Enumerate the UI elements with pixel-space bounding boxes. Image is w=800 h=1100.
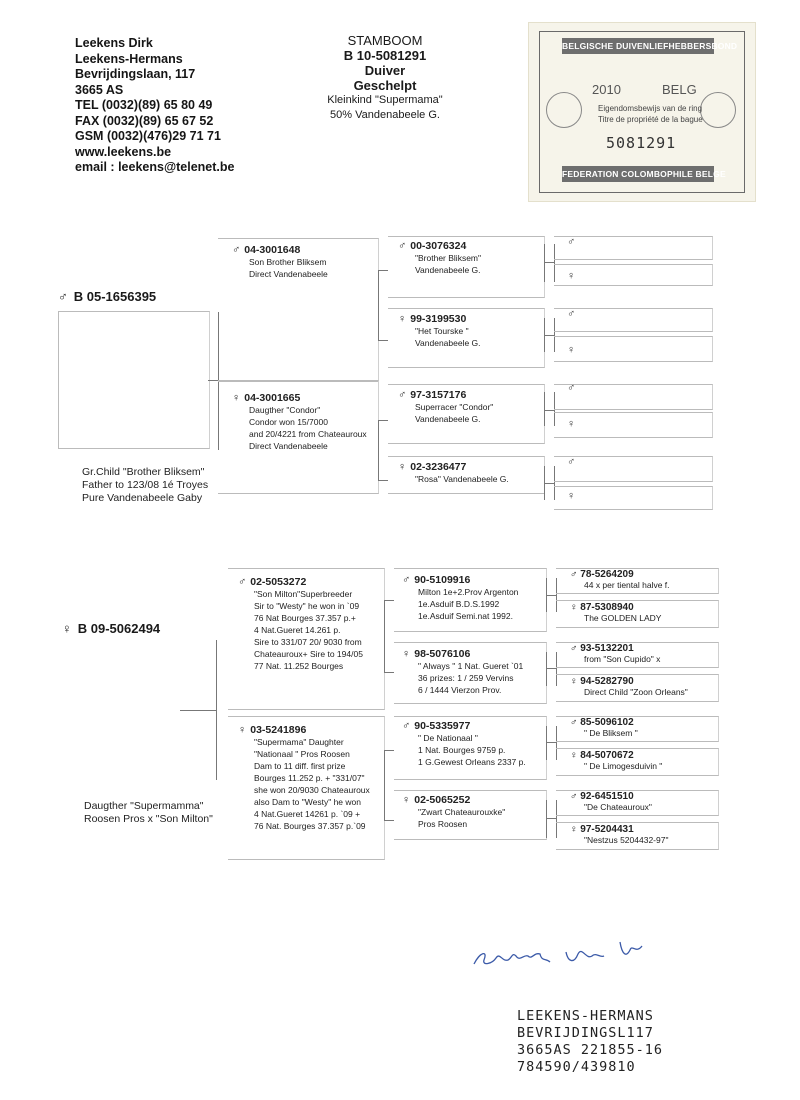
connector-line — [544, 410, 554, 411]
connector-line — [378, 420, 379, 480]
female-icon: ♀ — [238, 724, 247, 736]
certificate-bottom-band: FEDERATION COLOMBOPHILE BELGE — [562, 166, 714, 182]
mother-ring: ♀ B 09-5062494 — [62, 621, 161, 636]
connector-line — [384, 750, 385, 820]
connector-line — [546, 595, 556, 596]
connector-line — [378, 340, 388, 341]
owner-tel: TEL (0032)(89) 65 80 49 — [75, 98, 213, 112]
connector-line — [544, 244, 545, 282]
female-icon: ♀ — [570, 750, 578, 761]
ancestor-fmf: ♂ 97-3157176 Superracer "Condor" Vandenabeele G. — [398, 389, 494, 424]
female-icon: ♀ — [570, 676, 578, 687]
ancestor-g4-6: ♀ 84-5070672 " De Limogesduivin " — [570, 750, 663, 771]
father-description: Gr.Child "Brother Bliksem" Father to 123/08 1é Troyes Pure Vandenabeele Gaby — [82, 466, 209, 504]
certificate-frame — [539, 31, 745, 193]
connector-line — [544, 335, 554, 336]
ancestor-mf: ♂ 02-5053272 "Son Milton"Superbreeder Sir to "Westy" he won in `09 76 Nat Bourges 37.357 p.+ 4 Nat.Gueret 14.261 p. Sire to 331/07 20/ 9030 from Chateauroux+ Sire to 194/05 77 Nat. 11.252 Bourges — [238, 576, 363, 671]
ancestor-g4-8: ♀ 97-5204431 "Nestzus 5204432-97" — [570, 824, 669, 845]
male-icon: ♂ — [570, 717, 578, 728]
connector-line — [546, 818, 556, 819]
ring-certificate — [528, 22, 756, 202]
title-heading: STAMBOOM — [347, 33, 423, 48]
ancestor-g4-3: ♂ 93-5132201 from "Son Cupido" x — [570, 643, 661, 664]
ancestor-ffm: ♀ 99-3199530 "Het Tourske " Vandenabeele G. — [398, 313, 481, 348]
pedigree-box-g4 — [554, 308, 713, 332]
female-icon: ♀ — [398, 461, 407, 473]
pedigree-title — [300, 33, 470, 123]
pedigree-box-g4 — [554, 456, 713, 482]
connector-line — [378, 480, 388, 481]
certificate-line2: Titre de propriété de la bague — [598, 115, 703, 124]
title-ring: B 10-5081291 — [343, 48, 427, 63]
female-icon: ♀ — [398, 313, 407, 325]
pedigree-box-g4 — [554, 236, 713, 260]
owner-fax: FAX (0032)(89) 65 67 52 — [75, 113, 214, 128]
connector-line — [180, 710, 216, 711]
male-icon: ♂ — [232, 244, 241, 256]
connector-line — [544, 262, 554, 263]
ancestor-g4-4: ♀ 94-5282790 Direct Child "Zoon Orleans" — [570, 676, 688, 697]
certificate-country: BELG — [662, 82, 697, 97]
male-icon: ♂ — [402, 720, 411, 732]
title-line1: Kleinkind "Supermama" — [327, 94, 443, 106]
ancestor-g4-5: ♂ 85-5096102 " De Bliksem " — [570, 717, 638, 738]
ancestor-mm: ♀ 03-5241896 "Supermama" Daughter "Nationaal " Pros Roosen Dam to 11 diff. first prize Bourges 11.252 p. + "331/07" she won 20/9030 Chateauroux also Dam to "Westy" he won 4 Nat.Gueret 14261 p. `09 + 76 Nat. Bourges 37.357 p.`09 — [238, 724, 370, 831]
ancestor-mmf: ♂ 90-5335977 " De Nationaal " 1 Nat. Bourges 9759 p. 1 G.Gewest Orleans 2337 p. — [402, 720, 526, 767]
mother-description: Daugther "Supermamma" Roosen Pros x "Son Milton" — [84, 800, 213, 825]
pedigree-box-g4 — [554, 384, 713, 410]
male-icon: ♂ — [398, 240, 407, 252]
ancestor-g4-7: ♂ 92-6451510 "De Chateauroux" — [570, 791, 652, 812]
ancestor-mff: ♂ 90-5109916 Milton 1e+2.Prov Argenton 1e.Asduif B.D.S.1992 1e.Asduif Semi.nat 1992. — [402, 574, 519, 621]
female-icon: ♀ — [570, 824, 578, 835]
owner-contact — [75, 36, 234, 176]
connector-line — [378, 270, 379, 340]
male-icon: ♂ — [567, 308, 576, 320]
ancestor-ff: ♂ 04-3001648 Son Brother Bliksem Direct Vandenabeele — [232, 244, 328, 279]
father-ring: ♂ B 05-1656395 — [58, 289, 157, 304]
owner-website: www.leekens.be — [75, 144, 172, 159]
male-icon: ♂ — [567, 456, 576, 468]
crown-emblem-icon — [700, 92, 736, 128]
pedigree-box-g4 — [554, 412, 713, 438]
female-icon: ♀ — [62, 621, 72, 636]
owner-email: email : leekens@telenet.be — [75, 160, 235, 174]
title-line2: 50% Vandenabeele G. — [330, 109, 440, 121]
ancestor-g4-2: ♀ 87-5308940 The GOLDEN LADY — [570, 602, 662, 623]
female-icon: ♀ — [567, 490, 576, 502]
pedigree-box-g4 — [554, 486, 713, 510]
connector-line — [378, 270, 388, 271]
connector-line — [384, 600, 385, 672]
owner-family: Leekens-Hermans — [75, 51, 183, 66]
female-icon: ♀ — [567, 270, 576, 282]
ancestor-mfm: ♀ 98-5076106 " Always " 1 Nat. Gueret `01 36 prizes: 1 / 259 Vervins 6 / 1444 Vierzon Prov. — [402, 648, 524, 695]
certificate-year: 2010 — [592, 82, 621, 97]
title-sex: Duiver — [364, 63, 406, 78]
connector-line — [544, 483, 554, 484]
title-color: Geschelpt — [353, 78, 417, 93]
connector-line — [208, 380, 218, 381]
connector-line — [546, 726, 547, 760]
ancestor-fmm: ♀ 02-3236477 "Rosa" Vandenabeele G. — [398, 461, 509, 484]
connector-line — [546, 668, 556, 669]
female-icon: ♀ — [402, 794, 411, 806]
certificate-number: 5081291 — [606, 134, 677, 152]
male-icon: ♂ — [570, 643, 578, 654]
male-icon: ♂ — [398, 389, 407, 401]
connector-line — [544, 392, 545, 426]
male-icon: ♂ — [570, 791, 578, 802]
certificate-line1: Eigendomsbewijs van de ring — [598, 104, 703, 113]
male-icon: ♂ — [58, 289, 68, 304]
female-icon: ♀ — [402, 648, 411, 660]
female-icon: ♀ — [570, 602, 578, 613]
male-icon: ♂ — [567, 382, 576, 394]
male-icon: ♂ — [570, 569, 578, 580]
connector-line — [384, 672, 394, 673]
ancestor-g4-1: ♂ 78-5264209 44 x per tiental halve f. — [570, 569, 670, 590]
owner-city: 3665 AS — [75, 82, 124, 97]
connector-line — [546, 800, 547, 838]
connector-line — [216, 640, 217, 780]
owner-gsm: GSM (0032)(476)29 71 71 — [75, 129, 221, 143]
father-photo-box — [58, 311, 210, 449]
female-icon: ♀ — [232, 392, 241, 404]
connector-line — [384, 750, 394, 751]
pedigree-box-g4 — [554, 264, 713, 286]
connector-line — [546, 742, 556, 743]
connector-line — [546, 652, 547, 686]
owner-street: Bevrijdingslaan, 117 — [75, 67, 196, 81]
ancestor-fff: ♂ 00-3076324 "Brother Bliksem" Vandenabeele G. — [398, 240, 482, 275]
ancestor-fm: ♀ 04-3001665 Daugther "Condor" Condor won 15/7000 and 20/4221 from Chateauroux Direct Vandenabeele — [232, 392, 367, 451]
ancestor-mmm: ♀ 02-5065252 "Zwart Chateaurouxke" Pros Roosen — [402, 794, 506, 829]
owner-name: Leekens Dirk — [75, 36, 153, 50]
female-icon: ♀ — [567, 344, 576, 356]
owner-stamp: LEEKENS-HERMANS BEVRIJDINGSL117 3665AS 221855-16 784590/439810 — [517, 1008, 664, 1075]
handwritten-signature — [470, 932, 660, 972]
female-icon: ♀ — [567, 418, 576, 430]
male-icon: ♂ — [402, 574, 411, 586]
pedigree-box-g4 — [554, 336, 713, 362]
male-icon: ♂ — [238, 576, 247, 588]
connector-line — [384, 820, 394, 821]
connector-line — [378, 420, 388, 421]
connector-line — [384, 600, 394, 601]
male-icon: ♂ — [567, 236, 576, 248]
crown-emblem-icon — [546, 92, 582, 128]
certificate-top-band: BELGISCHE DUIVENLIEFHEBBERSBOND — [562, 38, 714, 54]
